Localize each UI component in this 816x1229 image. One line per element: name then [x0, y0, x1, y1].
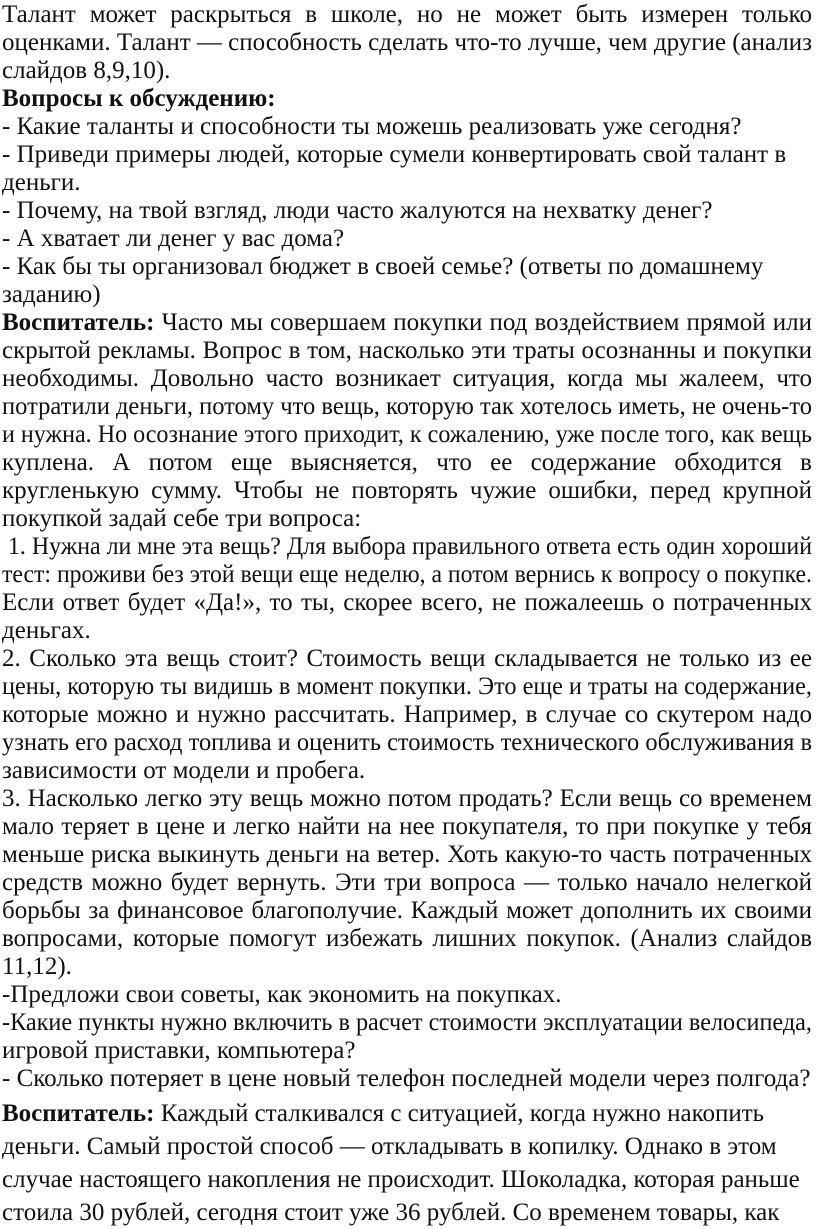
text-line: [2, 1196, 814, 1229]
line-text: стоила 30 рублей, сегодня стоит уже 36 рублей. Со временем товары, как: [2, 1199, 780, 1226]
line-text: тест: проживи без этой вещи еще неделю, а потом вернись к вопросу о покупке.: [2, 561, 812, 588]
text-line: [2, 281, 814, 309]
document-body: [2, 1, 814, 1093]
text-line: [2, 925, 814, 953]
line-content: [2, 925, 812, 953]
line-text: потратили деньги, потому что вещь, которую так хотелось иметь, не очень-то: [2, 393, 812, 420]
line-text: -Какие пункты нужно включить в расчет стоимости эксплуатации велосипеда,: [2, 1009, 812, 1036]
line-content: [2, 1163, 800, 1196]
text-line: [2, 841, 814, 869]
line-content: [2, 393, 812, 421]
text-line: [2, 29, 814, 57]
text-line: [2, 393, 814, 421]
text-line: [2, 477, 814, 505]
text-line: [2, 673, 814, 701]
text-line: [2, 1065, 814, 1093]
text-line: [2, 365, 814, 393]
text-line: [2, 869, 814, 897]
line-text: борьбы за финансовое благополучие. Каждый может дополнить их своими: [2, 897, 812, 924]
line-text: средств можно будет вернуть. Эти три вопроса — только начало нелегкой: [2, 869, 812, 896]
line-content: [2, 589, 812, 617]
line-content: [2, 253, 763, 281]
line-text: и нужна. Но осознание этого приходит, к сожалению, уже после того, как вещь: [2, 421, 812, 448]
line-content: [2, 505, 361, 533]
line-content: [2, 785, 812, 813]
line-content: [2, 561, 812, 589]
line-content: [2, 757, 365, 785]
text-line: [2, 1163, 814, 1196]
line-content: [2, 29, 812, 57]
line-text: заданию): [2, 281, 101, 308]
line-text: мало теряет в цене и легко найти на нее покупателя, то при покупке у тебя: [2, 813, 812, 840]
line-content: [2, 85, 276, 113]
line-text: оценками. Талант — способность сделать что-то лучше, чем другие (анализ: [2, 29, 812, 56]
document-page: [2, 1, 814, 1229]
line-content: [2, 897, 812, 925]
line-text: меньше риска выкинуть деньги на ветер. Хоть какую-то часть потраченных: [2, 841, 812, 868]
line-text: - А хватает ли денег у вас дома?: [2, 225, 345, 252]
line-content: [2, 1130, 777, 1163]
text-line: [2, 813, 814, 841]
line-content: [2, 981, 562, 1009]
line-content: [2, 645, 812, 673]
line-content: [2, 365, 812, 393]
text-line: [2, 561, 814, 589]
line-content: [2, 1009, 812, 1037]
text-line: [2, 1009, 814, 1037]
text-line: [2, 337, 814, 365]
line-content: [2, 729, 812, 757]
text-line: [2, 449, 814, 477]
line-content: [2, 57, 170, 85]
line-content: [2, 533, 812, 561]
text-line: [2, 533, 814, 561]
text-line: [2, 1130, 814, 1163]
line-text: цены, которую ты видишь в момент покупки. Это еще и траты на содержание,: [2, 673, 812, 700]
text-line: [2, 757, 814, 785]
text-line: [2, 253, 814, 281]
text-line: [2, 505, 814, 533]
line-content: [2, 309, 812, 337]
line-text: узнать его расход топлива и оценить стоимость технического обслуживания в: [2, 729, 812, 756]
line-content: [2, 617, 91, 645]
line-content: [2, 281, 101, 309]
line-text: Если ответ будет «Да!», то ты, скорее всего, не пожалеешь о потраченных: [2, 589, 812, 616]
line-content: [2, 813, 812, 841]
line-text: слайдов 8,9,10).: [2, 57, 171, 84]
line-text: - Приведи примеры людей, которые сумели конвертировать свой талант в: [2, 141, 787, 168]
text-line: [2, 225, 814, 253]
line-text: деньги. Самый простой способ — откладывать в копилку. Однако в этом: [2, 1133, 777, 1160]
line-text: Часто мы совершаем покупки под воздействием прямой или: [154, 309, 812, 336]
line-content: [2, 225, 344, 253]
line-text: Каждый сталкивался с ситуацией, когда нужно накопить: [154, 1100, 765, 1127]
text-line: [2, 113, 814, 141]
text-line: [2, 1, 814, 29]
line-text: вопросами, которые помогут избежать лишних покупок. (Анализ слайдов: [2, 925, 812, 952]
line-text: скрытой рекламы. Вопрос в том, насколько эти траты осознанны и покупки: [2, 337, 812, 364]
line-content: [2, 141, 786, 169]
line-content: [2, 1065, 810, 1093]
line-text: которые можно и нужно рассчитать. Например, в случае со скутером надо: [2, 701, 812, 728]
line-text: кругленькую сумму. Чтобы не повторять чужие ошибки, перед крупной: [2, 477, 812, 504]
line-text: 2. Сколько эта вещь стоит? Стоимость вещи складывается не только из ее: [2, 645, 812, 672]
line-text: случае настоящего накопления не происходит. Шоколадка, которая раньше: [2, 1166, 800, 1193]
text-line: [2, 309, 814, 337]
text-line: [2, 617, 814, 645]
line-text: Талант может раскрыться в школе, но не может быть измерен только: [2, 1, 812, 28]
line-content: [2, 953, 72, 981]
text-line: [2, 57, 814, 85]
line-content: [2, 1097, 764, 1130]
text-line: [2, 141, 814, 169]
line-content: [2, 197, 712, 225]
line-text: покупкой задай себе три вопроса:: [2, 505, 362, 532]
line-text: деньги.: [2, 169, 81, 196]
text-line: [2, 701, 814, 729]
line-content: [2, 869, 812, 897]
line-content: [2, 673, 812, 701]
text-line: [2, 421, 814, 449]
line-content: [2, 841, 812, 869]
line-content: [2, 1196, 779, 1229]
line-content: [2, 1037, 355, 1065]
text-line: [2, 589, 814, 617]
text-line: [2, 169, 814, 197]
text-line: [2, 1037, 814, 1065]
bold-label: Воспитатель:: [2, 309, 155, 336]
document-tail: [2, 1097, 814, 1229]
line-text: куплена. А потом еще выясняется, что ее содержание обходится в: [2, 449, 812, 476]
text-line: [2, 897, 814, 925]
line-content: [2, 113, 742, 141]
line-text: необходимы. Довольно часто возникает ситуация, когда мы жалеем, что: [2, 365, 812, 392]
line-text: - Почему, на твой взгляд, люди часто жалуются на нехватку денег?: [2, 197, 713, 224]
bold-label: Вопросы к обсуждению:: [2, 85, 276, 112]
line-text: - Какие таланты и способности ты можешь реализовать уже сегодня?: [2, 113, 742, 140]
bold-label: Воспитатель:: [2, 1100, 155, 1127]
line-text: -Предложи свои советы, как экономить на покупках.: [2, 981, 562, 1008]
text-line: [2, 645, 814, 673]
line-text: зависимости от модели и пробега.: [2, 757, 366, 784]
line-content: [2, 169, 80, 197]
line-content: [2, 421, 812, 449]
text-line: [2, 197, 814, 225]
line-text: - Сколько потеряет в цене новый телефон последней модели через полгода?: [2, 1065, 811, 1092]
line-content: [2, 477, 812, 505]
text-line: [2, 981, 814, 1009]
line-content: [2, 337, 812, 365]
text-line: [2, 729, 814, 757]
text-line: [2, 785, 814, 813]
line-content: [2, 1, 812, 29]
line-text: 3. Насколько легко эту вещь можно потом продать? Если вещь со временем: [2, 785, 812, 812]
line-content: [2, 701, 812, 729]
line-text: - Как бы ты организовал бюджет в своей семье? (ответы по домашнему: [2, 253, 764, 280]
text-line: [2, 1097, 814, 1130]
text-line: [2, 953, 814, 981]
line-text: 1. Нужна ли мне эта вещь? Для выбора правильного ответа есть один хороший: [2, 533, 812, 560]
line-text: деньгах.: [2, 617, 91, 644]
line-text: игровой приставки, компьютера?: [2, 1037, 356, 1064]
line-text: 11,12).: [2, 953, 72, 980]
text-line: [2, 85, 814, 113]
line-content: [2, 449, 812, 477]
